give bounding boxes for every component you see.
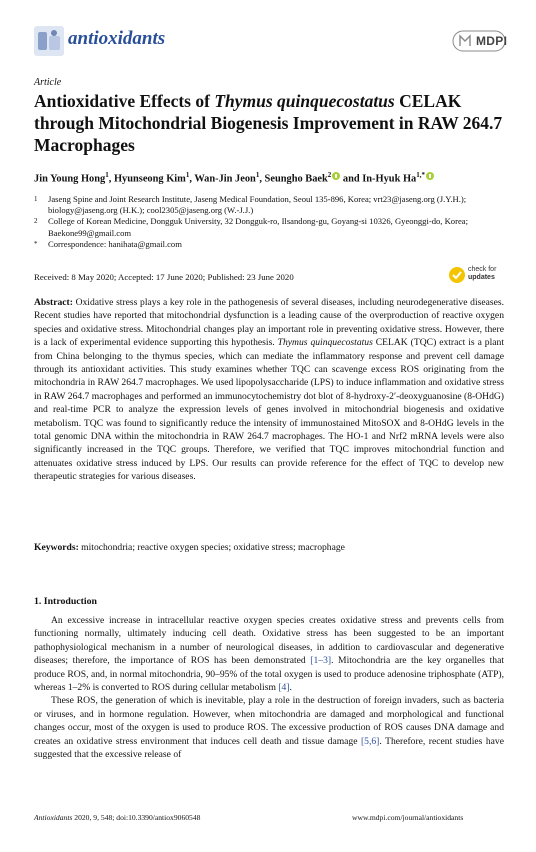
title-italic: Thymus quinquecostatus: [214, 91, 395, 111]
intro-paragraph-1: [34, 614, 504, 694]
journal-logo-icon: [34, 26, 64, 56]
author-affiliation-sup: 1,*: [416, 171, 425, 179]
text: . Mitochondria are the key organelles that produce ROS, and, in normal mitochondria, 90–95% of the total oxygen is used to produce adenosine triphosphate (ATP), whereas 1–2% is converted to ROS during cellular metabolism: [34, 655, 504, 694]
orcid-icon[interactable]: [426, 172, 434, 180]
citation-link[interactable]: [1–3]: [310, 655, 332, 667]
citation-link[interactable]: [5,6]: [360, 735, 380, 747]
footer-citation-text: 2020, 9, 548; doi:10.3390/antiox9060548: [72, 813, 201, 822]
correspondence: [34, 239, 504, 250]
author-affiliation-sup: 2: [327, 171, 332, 179]
author-name[interactable]: Hyunseong Kim: [113, 173, 186, 185]
keywords-label: Keywords:: [34, 542, 79, 553]
abstract-label: Abstract:: [34, 297, 73, 308]
check-for-updates-label[interactable]: [468, 266, 496, 281]
affiliation-text: College of Korean Medicine, Dongguk University, 32 Dongguk-ro, Ilsandong-gu, Goyang-si 10326, Gyeonggi-do, Korea; Baekone99@gmail.com: [48, 216, 468, 238]
affiliation-mark: 1: [34, 195, 38, 203]
author-affiliation-sup: 1: [255, 171, 260, 179]
introduction-body: [34, 614, 504, 761]
author-name[interactable]: Wan-Jin Jeon: [194, 173, 256, 185]
abstract-text-b: CELAK (TQC) extract is a plant from China belonging to the thymus species, which can mediate the inflammatory response and prevent cell damage through its antioxidant activities. This study examines whether TQC can scavenge excess ROS originating from the mitochondria in RAW 264.7 macrophages. We used lipopolysaccharide (LPS) to induce inflammation and oxidative stress in RAW 264.7 macrophages and performed an immunocytochemistry dot blot of 8-hydroxy-2′-deoxyguanosine (8-OHdG) and real-time PCR to analyze the expression levels of genes involved in mitochondrial biogenesis and oxidative metabolism. TQC was found to significantly reduce the intensity of immunostained MitoSOX and 8-OHdG levels in the total genomic DNA within the mitochondria in RAW 264.7 macrophages. The HO-1 and Nrf2 mRNA levels were also significantly increased in the TQC groups. Therefore, we verified that TQC improves mitochondrial function and attenuates oxidative stress induced by LPS. Our results can provide reference for the effect of TQC to develop new therapeutic strategies for various diseases.: [34, 337, 504, 483]
footer-url[interactable]: www.mdpi.com/journal/antioxidants: [352, 813, 464, 822]
section-heading: 1. Introduction: [34, 596, 97, 607]
check-updates-line1: check for: [468, 266, 497, 273]
affiliation-text: Jaseng Spine and Joint Research Institute, Jaseng Medical Foundation, Seoul 135-896, Korea; vrt23@jaseng.org (J.Y.H.); biology@jaseng.org (H.K.); cool2305@jaseng.org (W.-J.J.): [48, 194, 467, 216]
intro-paragraph-2: [34, 694, 504, 761]
title-part1: Antioxidative Effects of: [34, 91, 215, 111]
footer-journal: Antioxidants: [34, 813, 73, 822]
affiliation-mark: *: [34, 239, 38, 248]
publisher-name: MDPI: [476, 34, 508, 48]
keywords: [34, 542, 504, 553]
author-separator: and: [340, 173, 363, 185]
author-list: [34, 171, 504, 184]
affiliation-mark: 2: [34, 217, 38, 226]
abstract: [34, 296, 504, 484]
author-name[interactable]: In-Hyuk Ha: [362, 173, 417, 185]
check-updates-line2: updates: [468, 273, 495, 281]
affiliation-2: [34, 216, 504, 238]
keywords-text: mitochondria; reactive oxygen species; oxidative stress; macrophage: [78, 542, 345, 553]
author-name[interactable]: Seungho Baek: [264, 173, 328, 185]
author-separator: ,: [189, 173, 195, 185]
text: These ROS, the generation of which is inevitable, play a role in the destruction of foreign invaders, such as bacteria or viruses, and in hormone regulation. However, when mitochondria are damaged and morphological and functional changes occur, most of the oxygen is used to produce ROS. The excessive production of ROS causes DNA damage and creates an oxidative stress environment that induces cell death and tissue damage: [34, 695, 504, 747]
article-title: [34, 90, 504, 156]
author-separator: ,: [259, 173, 265, 185]
author-name[interactable]: Jin Young Hong: [34, 173, 106, 185]
abstract-text-a: Oxidative stress plays a key role in the pathogenesis of several diseases, including neurodegenerative diseases. Recent studies have reported that mitochondrial dysfunction is a leading cause of the overproduction of reactive oxygen species and oxidative stress. Mitochondrial changes play an important role in preventing oxidative stress. However, there is a lack of experimental evidence supporting this hypothesis.: [34, 297, 504, 349]
article-type: Article: [34, 77, 62, 88]
author-affiliation-sup: 1: [185, 171, 190, 179]
publication-dates: Received: 8 May 2020; Accepted: 17 June 2020; Published: 23 June 2020: [34, 272, 294, 282]
author-separator: ,: [108, 173, 114, 185]
text: . Therefore, recent studies have suggested that the excessive release of: [34, 735, 504, 761]
abstract-italic: Thymus quinquecostatus: [277, 337, 373, 349]
affiliation-1: [34, 194, 504, 216]
affiliations: [34, 194, 504, 250]
title-part2: CELAK through Mitochondrial Biogenesis Improvement in RAW 264.7 Macrophages: [34, 91, 503, 155]
journal-name[interactable]: antioxidants: [68, 28, 166, 49]
footer-citation: [34, 813, 200, 822]
correspondence-text: Correspondence: hanihata@gmail.com: [48, 238, 182, 249]
text: .: [289, 682, 292, 694]
text: An excessive increase in intracellular reactive oxygen species creates oxidative stress and prevents cells from functioning normally, ultimately inducing cell death. Oxidative stress has been suggested to be an important pathophysiological mechanism in a number of neurological diseases, in addition to cardiovascular and degenerative diseases; therefore, the importance of ROS has been demonstrated: [34, 615, 504, 667]
author-affiliation-sup: 1: [105, 171, 109, 179]
citation-link[interactable]: [4]: [278, 682, 290, 694]
